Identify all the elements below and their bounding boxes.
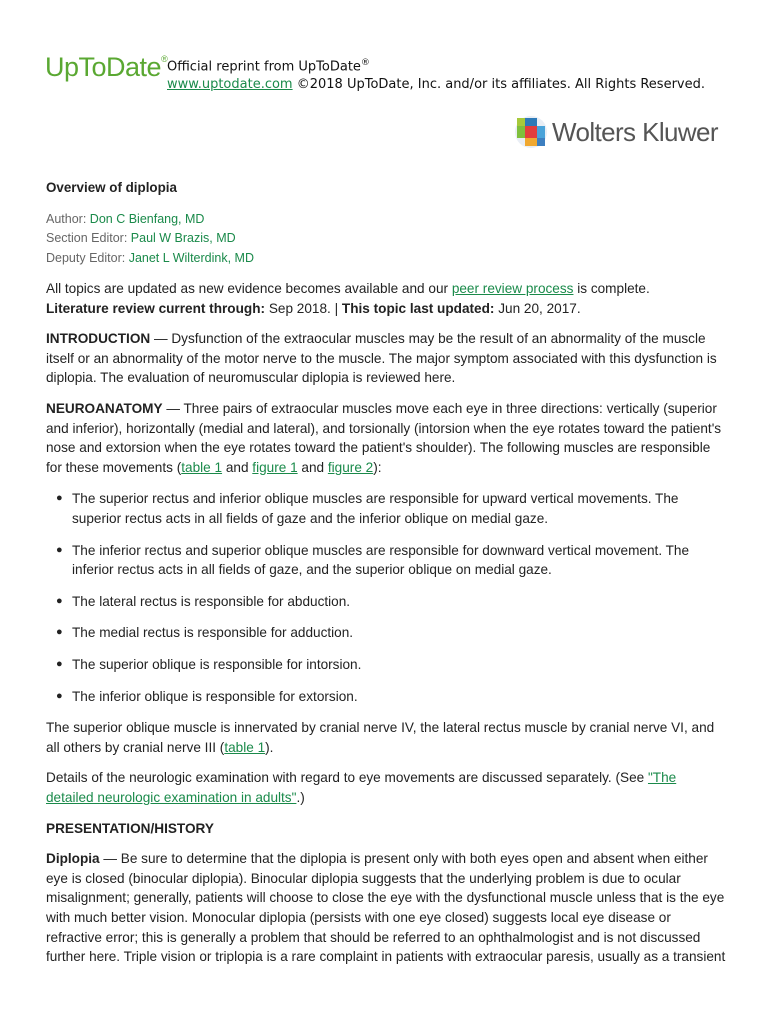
details-paragraph: Details of the neurologic examination with regard to eye movements are discussed separately. (See "The detailed neurologic examination in adults".) [46,770,677,805]
diplopia-paragraph: Diplopia — Be sure to determine that the diplopia is present only with both eyes open and absent when either eye is closed (binocular diplopia). Binocular diplopia suggests that the underlying problem is due to ocular misalignment; generally, patients will choose to close the eye with the dysfunctional muscle unless that is the eye with much better vision. Monocular diplopia (persists with one eye closed) suggests local eye disease or refractive error; this is generally a problem that should be referred to an ophthalmologist and is not discussed further here. Triple vision or triplopia is a rare complaint in patients with extraocular paresis, usually as a transient [46,851,726,965]
section-editor-link[interactable]: Paul W Brazis, MD [130,231,236,246]
list-item: ● The inferior oblique is responsible for extorsion. [46,687,726,707]
deputy-editor-link[interactable]: Janet L Wilterdink, MD [128,250,254,265]
introduction-paragraph: INTRODUCTION — Dysfunction of the extraocular muscles may be the result of an abnormality of the muscle itself or an abnormality of the motor nerve to the muscle. The major symptom associated with this dysfunction is diplopia. The evaluation of neuromuscular diplopia is reviewed here. [46,331,717,386]
list-item: ● The inferior rectus and superior oblique muscles are responsible for downward vertical movement. The inferior rectus acts in all fields of gaze, and the superior oblique on medial gaze. [46,541,726,580]
wolters-kluwer-mark-icon [514,115,548,149]
muscle-function-list [46,489,726,706]
author-line: Author: Don C Bienfang, MD [46,211,205,226]
introduction-heading: INTRODUCTION [46,331,151,347]
list-item: ● The medial rectus is responsible for adduction. [46,623,726,643]
author-link[interactable]: Don C Bienfang, MD [89,211,205,226]
article-body [46,178,726,978]
diplopia-heading: Diplopia [46,851,100,867]
neurologic-exam-link[interactable]: "The detailed neurologic examination in adults" [46,770,677,805]
reprint-line: Official reprint from UpToDate [167,59,361,75]
innervation-paragraph: The superior oblique muscle is innervated by cranial nerve IV, the lateral rectus muscle by cranial nerve VI, and all others by cranial nerve III (table 1). [46,720,715,755]
uptodate-site-link[interactable]: www.uptodate.com [167,77,293,93]
uptodate-logo: UpToDate® [45,52,168,82]
list-item: ● The lateral rectus is responsible for abduction. [46,592,726,612]
neuroanatomy-heading: NEUROANATOMY [46,401,163,417]
copyright-text: ©2018 UpToDate, Inc. and/or its affiliates. All Rights Reserved. [296,77,705,93]
reprint-header [0,0,768,160]
reprint-notice: Official reprint from UpToDate® www.uptodate.com ©2018 UpToDate, Inc. and/or its affiliates. All Rights Reserved. [167,58,705,93]
list-item: ● The superior oblique is responsible for intorsion. [46,655,726,675]
figure-1-link[interactable]: figure 1 [252,459,298,475]
peer-review-link[interactable]: peer review process [451,281,574,297]
presentation-heading: PRESENTATION/HISTORY [46,820,214,836]
list-item: ● The superior rectus and inferior oblique muscles are responsible for upward vertical movements. The superior rectus acts in all fields of gaze and the inferior oblique on medial gaze. [46,489,726,528]
wolters-kluwer-logo: Wolters Kluwer [514,112,718,152]
figure-2-link[interactable]: figure 2 [327,459,374,475]
neuroanatomy-paragraph: NEUROANATOMY — Three pairs of extraocular muscles move each eye in three directions: vertically (superior and inferior), horizontally (medial and lateral), and torsionally (intorsion when the eye rotates toward the patient's nose and extorsion when the eye rotates toward the patient's shoulder). The following muscles are responsible for these movements (table 1 and figure 1 and figure 2): [46,401,722,475]
article-title: Overview of diplopia [46,180,177,195]
table-1-link[interactable]: table 1 [224,739,266,755]
deputy-editor-line: Deputy Editor: Janet L Wilterdink, MD [46,250,254,265]
table-1-link[interactable]: table 1 [181,459,223,475]
section-editor-line: Section Editor: Paul W Brazis, MD [46,231,236,246]
update-notice: All topics are updated as new evidence becomes available and our peer review process is complete. Literature review current through: Sep 2018. | This topic last updated: Jun 20, 2017. [46,281,650,316]
